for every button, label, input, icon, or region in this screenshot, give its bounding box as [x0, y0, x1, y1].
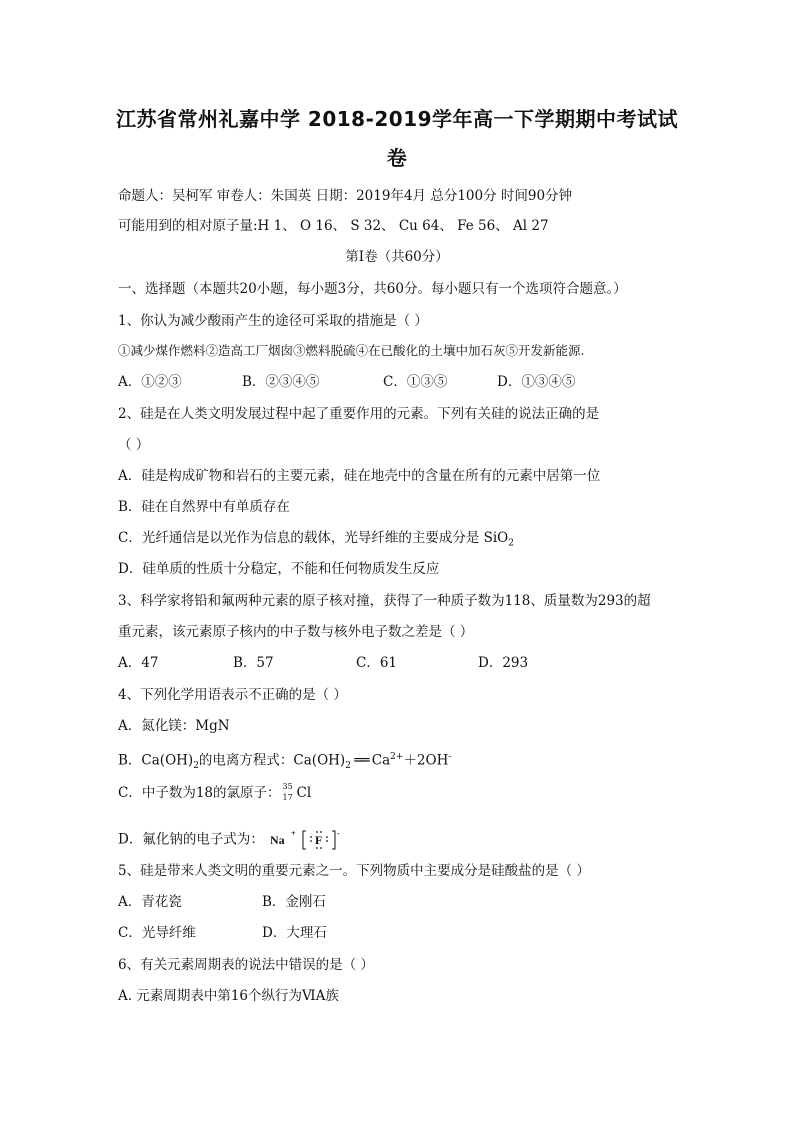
lewis-fluorine-symbol: F: [314, 833, 323, 847]
question-4-equals-sign: ══: [350, 752, 372, 769]
question-4-option-b-sub1: 2: [193, 761, 199, 772]
question-4-ion-calcium-charge: 2+: [390, 752, 404, 762]
lewis-sodium-charge: +: [290, 829, 296, 838]
question-5-option-d: D．大理石: [262, 925, 327, 941]
lewis-right-bracket: [332, 831, 335, 849]
atomic-masses: 可能用到的相对原子量:H 1、 O 16、 S 32、 Cu 64、 Fe 56、 Al 27: [118, 218, 549, 234]
question-4-option-b-sub2: 2: [345, 761, 351, 772]
sodium-fluoride-lewis-structure-icon: [268, 827, 348, 853]
question-3-stem: 3、科学家将铅和氟两种元素的原子核对撞，获得了一种质子数为118、质量数为293的超: [118, 593, 651, 609]
question-4-option-c: [118, 783, 311, 804]
exam-title-line-1: 江苏省常州礼嘉中学 2018-2019学年高一下学期期中考试试: [115, 107, 679, 131]
question-4-option-d: [118, 827, 348, 853]
lewis-fluoride-charge: -: [336, 829, 340, 838]
chlorine-nuclide-symbol: [281, 781, 297, 804]
question-5-option-a: A．青花瓷: [118, 894, 182, 910]
exam-title-line-2: 卷: [386, 146, 408, 170]
question-2-option-c-text: C．光纤通信是以光作为信息的载体，光导纤维的主要成分是 SiO: [118, 530, 509, 546]
question-2-option-c: [118, 528, 514, 554]
exam-info: 命题人：吴柯军 审卷人：朱国英 日期：2019年4月 总分100分 时间90分钟: [118, 188, 573, 204]
question-5-option-b: B．金刚石: [262, 894, 326, 910]
question-3-option-b: B．57: [233, 655, 274, 671]
question-4-ion-hydroxide-charge: -: [448, 752, 452, 762]
question-6-option-a: A. 元素周期表中第16个纵行为ⅥA族: [118, 988, 339, 1004]
question-1-option-a: A．①②③: [118, 374, 182, 390]
question-1-option-b: B．②③④⑤: [242, 374, 320, 390]
question-1-option-c: C．①③⑤: [383, 374, 448, 390]
question-6-stem: 6、有关元素周期表的说法中错误的是（ ）: [118, 957, 374, 973]
nuclide-atomic-number: 17: [282, 792, 293, 802]
question-4-stem: 4、下列化学用语表示不正确的是（ ）: [118, 687, 347, 703]
question-3-option-d: D．293: [478, 655, 529, 671]
question-4-option-c-text: C．中子数为18的氯原子：: [118, 785, 281, 801]
question-4-option-b-prefix: B．Ca(OH): [118, 752, 194, 769]
question-3-option-a: A．47: [118, 655, 159, 671]
question-2-stem-paren: （ ）: [118, 437, 150, 453]
question-2-option-b: B．硅在自然界中有单质存在: [118, 499, 290, 515]
question-2-stem: 2、硅是在人类文明发展过程中起了重要作用的元素。下列有关硅的说法正确的是: [118, 406, 600, 422]
nuclide-element: Cl: [296, 785, 312, 801]
question-4-ion-calcium: Ca: [371, 752, 391, 769]
nuclide-mass-number: 35: [282, 781, 293, 791]
question-3-stem-cont: 重元素，该元素原子核内的中子数与核外电子数之差是（ ）: [118, 624, 474, 640]
question-4-option-a: A．氮化镁：MgN: [118, 718, 230, 734]
question-4-ion-hydroxide: ＋2OH: [403, 752, 449, 769]
section-heading: 第Ⅰ卷（共60分）: [345, 249, 449, 265]
question-1-measures: ①减少煤作燃料②造高工厂烟囱③燃料脱硫④在已酸化的土壤中加石灰⑤开发新能源.: [118, 343, 585, 358]
question-4-option-d-text: D．氟化钠的电子式为：: [118, 831, 264, 848]
question-1-stem: 1、你认为减少酸雨产生的途径可采取的措施是（ ）: [118, 313, 428, 329]
question-2-option-c-subscript: 2: [508, 538, 514, 549]
question-2-option-a: A．硅是构成矿物和岩石的主要元素，硅在地壳中的含量在所有的元素中居第一位: [118, 468, 601, 484]
question-2-option-d: D．硅单质的性质十分稳定，不能和任何物质发生反应: [118, 561, 440, 577]
question-4-option-b: [118, 747, 451, 776]
lewis-left-bracket: [303, 831, 306, 849]
question-5-option-c: C．光导纤维: [118, 925, 196, 941]
question-1-option-d: D．①③④⑤: [497, 374, 576, 390]
question-5-stem: 5、硅是带来人类文明的重要元素之一。下列物质中主要成分是硅酸盐的是（ ）: [118, 863, 590, 879]
question-3-option-c: C．61: [356, 655, 398, 671]
question-4-option-b-mid: 的电离方程式：Ca(OH): [198, 752, 346, 769]
lewis-sodium-symbol: Na: [269, 833, 285, 847]
section-instructions: 一、选择题（本题共20小题，每小题3分，共60分。每小题只有一个选项符合题意。）: [118, 281, 627, 297]
